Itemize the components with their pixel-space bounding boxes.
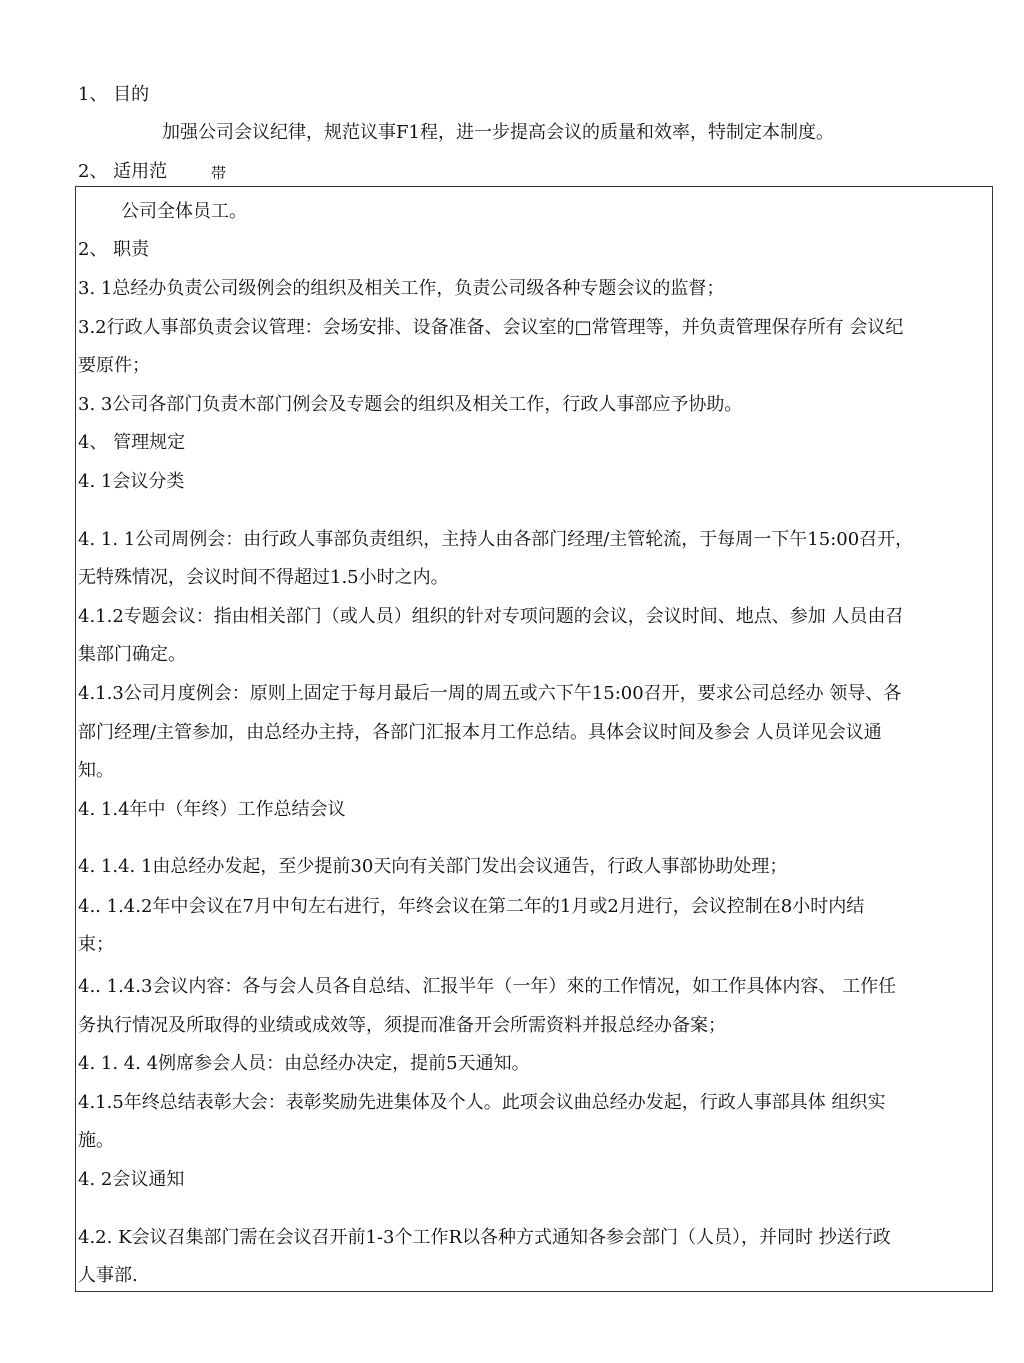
section-1-title: 1、 目的 (78, 84, 150, 105)
text-line: 集部门确定。 (78, 644, 186, 665)
text-line: 4、 管理规定 (78, 432, 186, 453)
text-line: 知。 (78, 760, 114, 781)
text-line: 4. 1会议分类 (78, 471, 185, 492)
text-line: 3.2行政人事部负责会议管理：会场安排、设备准备、会议室的□常管理等，并负责管理保存所有 会议纪 (78, 317, 904, 338)
text-line: 施。 (78, 1130, 114, 1151)
section-2-title: 2、 适用范 (78, 161, 168, 182)
text-line: 公司全体员工。 (121, 201, 247, 222)
section-2-title-tail: 帯 (211, 164, 227, 182)
text-line: 要原件； (78, 355, 150, 376)
text-line: 4.2. K会议召集部门需在会议召开前1-3个工作R以各种方式通知各参会部门（人员），并同时 抄送行政 (78, 1227, 891, 1248)
text-line: 3. 1总经办负责公司级例会的组织及相关工作，负责公司级各种专题会议的监督； (78, 278, 725, 299)
text-line: 4.1.5年终总结表彰大会：表彰奖励先进集体及个人。此项会议曲总经办发起，行政人事部具体 组织实 (78, 1092, 886, 1113)
content-box (75, 186, 993, 1292)
section-1-body: 加强公司会议纪律，规范议事F1程，进一步提高会议的质量和效率，特制定本制度。 (162, 122, 834, 143)
text-line: 4.. 1.4.3会议内容：各与会人员各自总结、汇报半年（一年）來的工作情况，如工作具体内容、 工作任 (78, 976, 897, 997)
text-line: 4. 1.4. 1由总经办发起，至少提前30天向有关部门发出会议通告，行政人事部协助处理； (78, 856, 788, 877)
text-line: 4.1.2专题会议：指由相关部门（或人员）组织的针对专项问题的会议，会议时间、地点、参加 人员由召 (78, 606, 904, 627)
text-line: 4. 1.4年中（年终）工作总结会议 (78, 799, 346, 820)
text-line: 3. 3公司各部门负责木部门例会及专题会的组织及相关工作，行政人事部应予协助。 (78, 394, 743, 415)
text-line: 部门经理/主管参加，由总经办主持，各部门汇报本月工作总结。具体会议时间及参会 人员详见会议通 (78, 722, 882, 743)
text-line: 4. 2会议通知 (78, 1169, 185, 1190)
text-line: 4.1.3公司月度例会：原则上固定于每月最后一周的周五或六下午15:00召开，要求公司总经办 领导、各 (78, 683, 902, 704)
text-line: 人事部. (78, 1265, 138, 1286)
text-line: 2、 职责 (78, 239, 150, 260)
text-line: 4. 1. 1公司周例会：由行政人事部负责组织，主持人由各部门经理/主管轮流，于每周一下午15:00召开， (78, 529, 914, 550)
text-line: 4.. 1.4.2年中会议在7月中旬左右进行，年终会议在第二年的1月或2月进行，会议控制在8小时内结 (78, 896, 865, 917)
text-line: 束； (78, 934, 114, 955)
text-line: 务执行情况及所取得的业绩或成效等，须提而准备开会所需资料并报总经办备案； (78, 1015, 726, 1036)
text-line: 4. 1. 4. 4例席参会人员：由总经办决定，提前5天通知。 (78, 1053, 530, 1074)
text-line: 无特殊情况，会议时间不得超过1.5小时之内。 (78, 567, 449, 588)
